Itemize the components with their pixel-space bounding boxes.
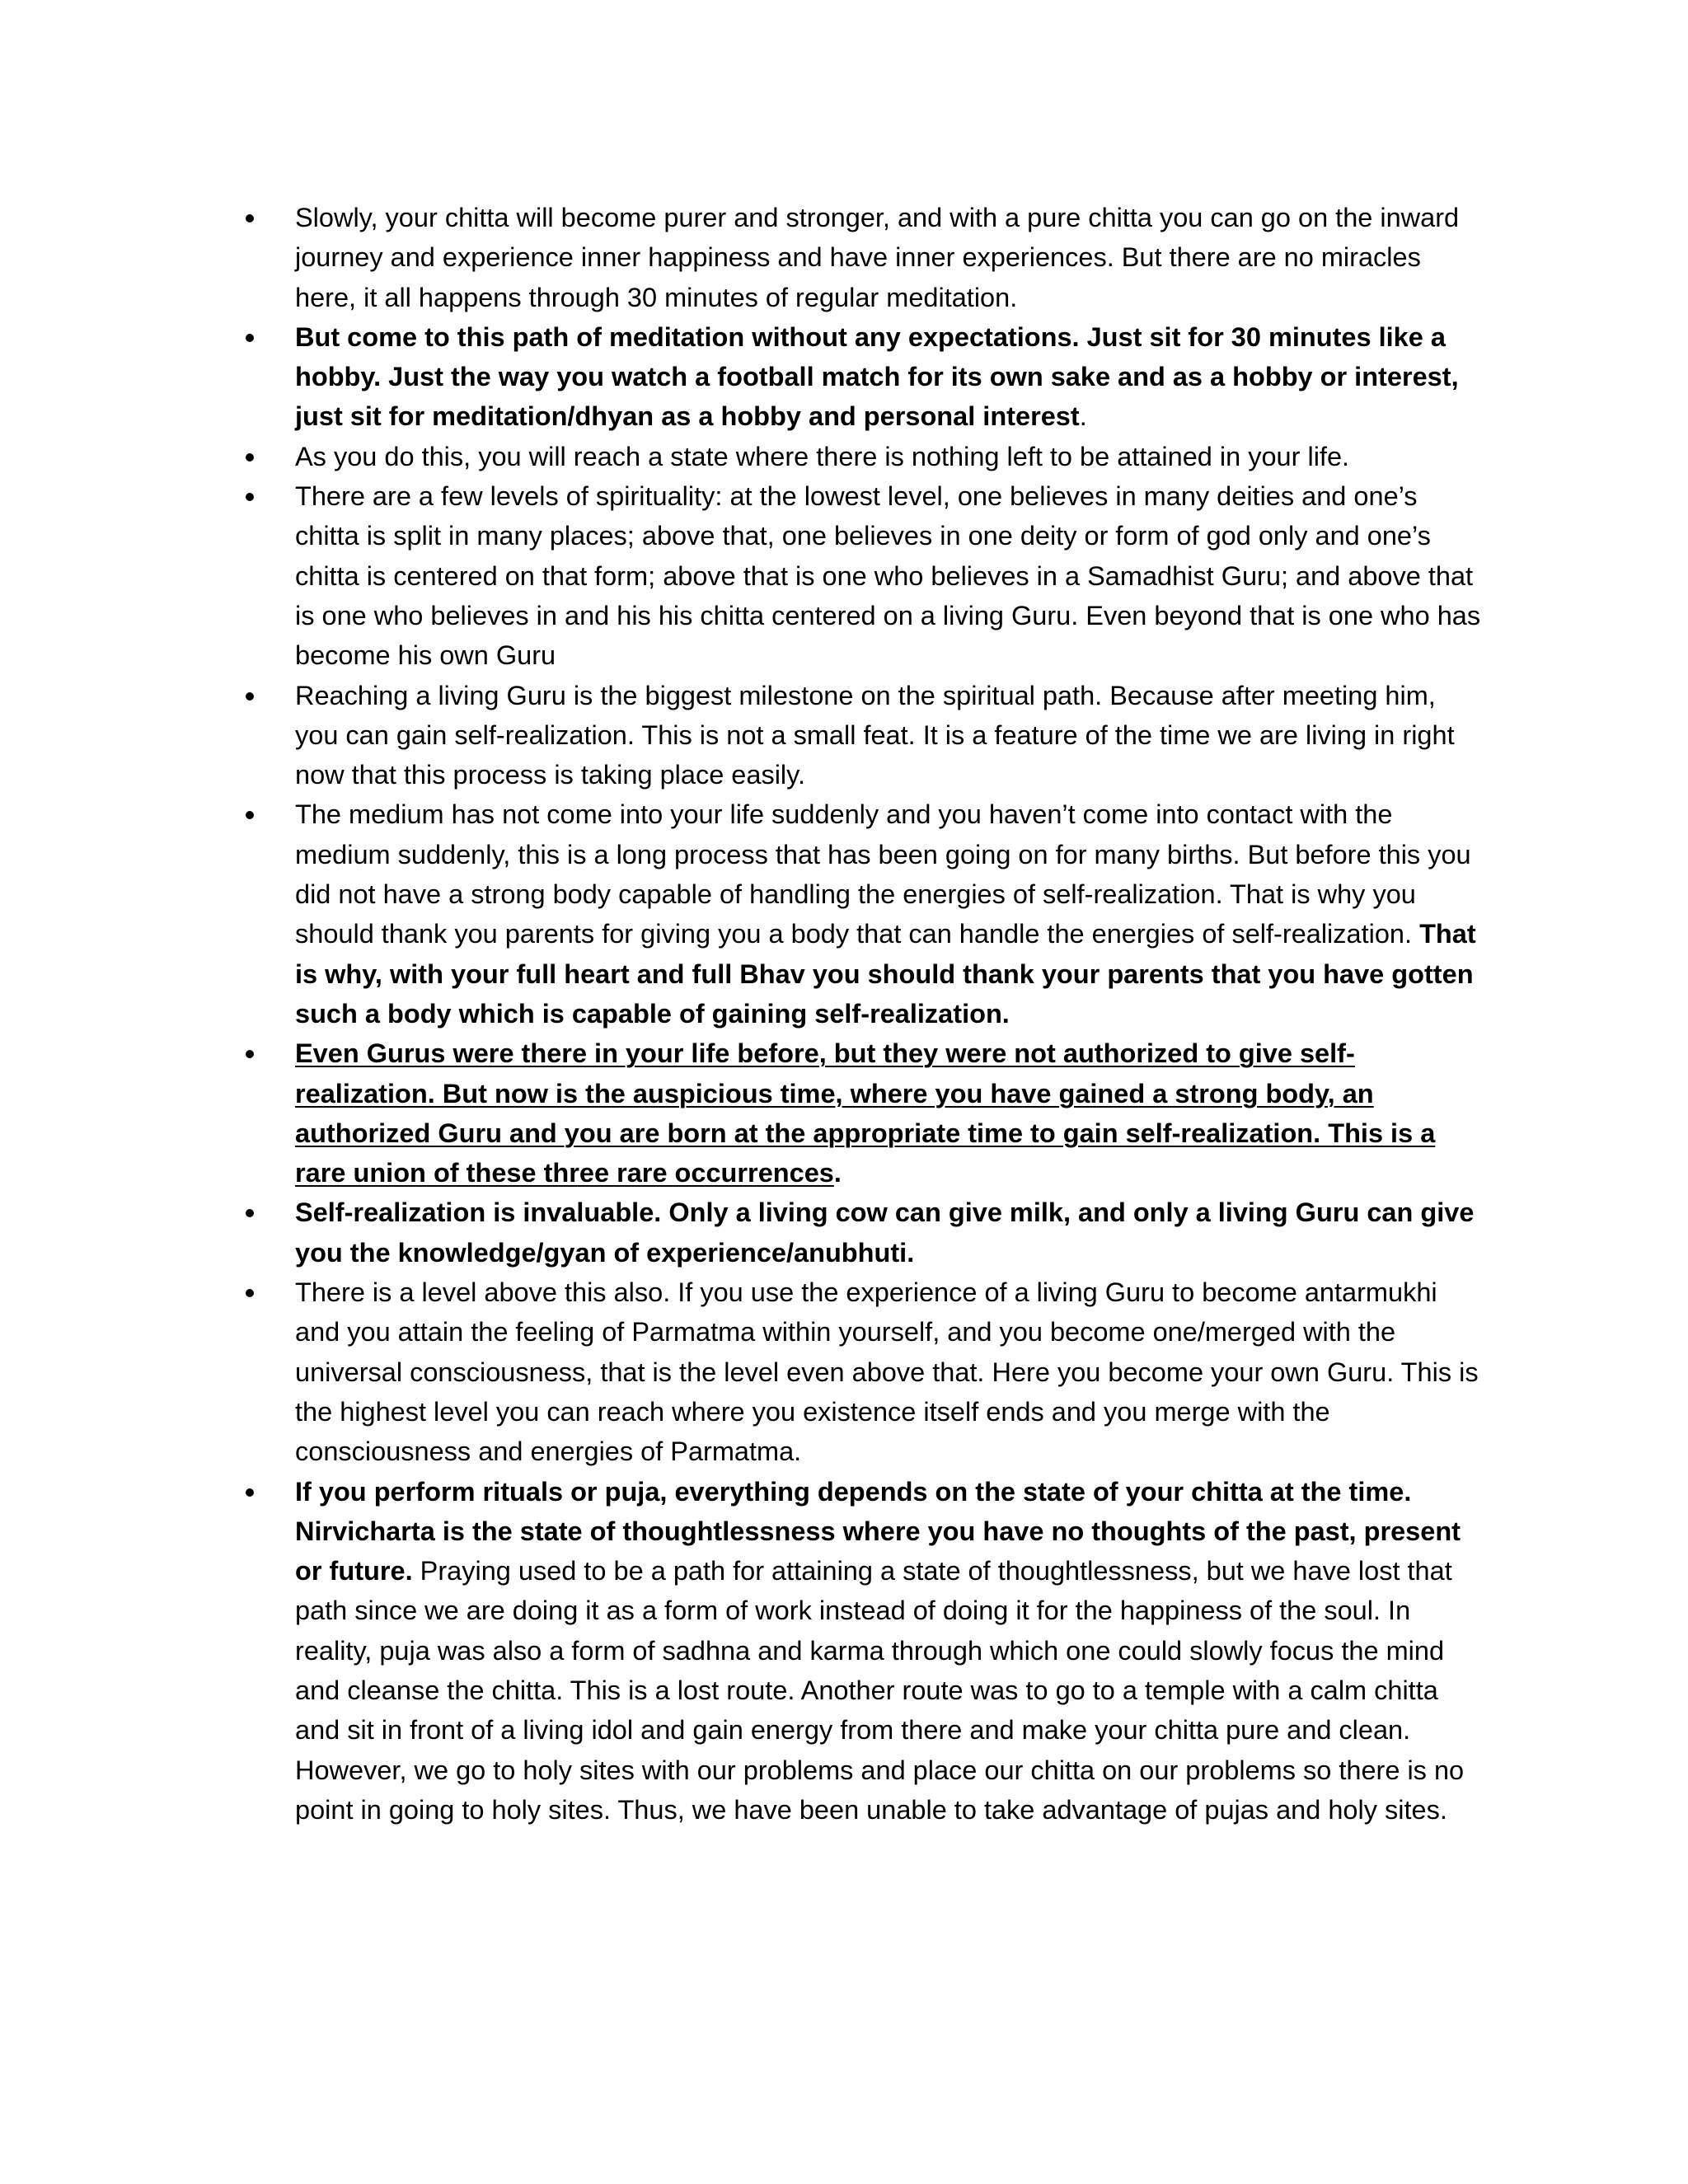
bullet-icon xyxy=(246,1289,254,1297)
bullet-icon xyxy=(246,1488,254,1497)
item-bold-text: If you perform rituals or puja, everything depends on the state of your chitta at the time. Nirvicharta is the state of thoughtlessness where you have no thoughts of the past, present or future. xyxy=(295,1476,1461,1586)
bullet-icon xyxy=(246,811,254,819)
list-item xyxy=(246,317,1482,437)
item-bold-text: Self-realization is invaluable. Only a living cow can give milk, and only a living Guru can give you the knowledge/gyan of experience/anubhuti. xyxy=(295,1197,1475,1268)
item-bold-tail-text: . xyxy=(833,1158,842,1188)
bullet-icon xyxy=(246,453,254,462)
list-item xyxy=(246,1472,1482,1830)
item-text: There are a few levels of spirituality: at the lowest level, one believes in many deities and one’s chitta is split in many places; above that, one believes in one deity or form of god only and one’s chitta is centered on that form; above that is one who believes in a Samadhist Guru; and above that is one who believes in and his his chitta centered on a living Guru. Even beyond that is one who has become his own Guru xyxy=(295,481,1481,671)
list-item xyxy=(246,676,1482,795)
list-item xyxy=(246,1193,1482,1272)
item-text: The medium has not come into your life suddenly and you haven’t come into contact with the medium suddenly, this is a long process that has been going on for many births. But before this you did not have a strong body capable of handling the energies of self-realization. That is why you should thank you parents for giving you a body that can handle the energies of self-realization. xyxy=(295,799,1471,949)
bullet-icon xyxy=(246,1209,254,1217)
list-item xyxy=(246,1033,1482,1193)
bullet-icon xyxy=(246,334,254,342)
bullet-icon xyxy=(246,1050,254,1058)
item-bold-text: That is why, with your full heart and full Bhav you should thank your parents that you have gotten such a body which is capable of gaining self-realization. xyxy=(295,919,1476,1029)
list-item xyxy=(246,198,1482,317)
bullet-icon xyxy=(246,692,254,701)
bullet-icon xyxy=(246,214,254,223)
bullet-list xyxy=(246,198,1482,1830)
list-item xyxy=(246,794,1482,1033)
item-text: Reaching a living Guru is the biggest milestone on the spiritual path. Because after meeting him, you can gain self-realization. This is not a small feat. It is a feature of the time we are living in right now that this process is taking place easily. xyxy=(295,680,1455,790)
item-bold-text: But come to this path of meditation without any expectations. Just sit for 30 minutes like a hobby. Just the way you watch a football match for its own sake and as a hobby or interest, just sit for meditation/dhyan as a hobby and personal interest xyxy=(295,321,1459,432)
item-bold-underlined-text: Even Gurus were there in your life before, but they were not authorized to give self-realization. But now is the auspicious time, where you have gained a strong body, an authorized Guru and you are born at the appropriate time to gain self-realization. This is a rare union of these three rare occurrences xyxy=(295,1038,1436,1188)
list-item xyxy=(246,437,1482,476)
list-item xyxy=(246,476,1482,675)
item-text: As you do this, you will reach a state where there is nothing left to be attained in your life. xyxy=(295,441,1350,471)
item-text: There is a level above this also. If you use the experience of a living Guru to become antarmukhi and you attain the feeling of Parmatma within yourself, and you become one/merged with the universal consciousness, that is the level even above that. Here you become your own Guru. This is the highest level you can reach where you existence itself ends and you merge with the consciousness and energies of Parmatma. xyxy=(295,1277,1479,1467)
list-item xyxy=(246,1272,1482,1471)
item-tail-text: . xyxy=(1079,401,1087,432)
bullet-icon xyxy=(246,493,254,501)
item-tail-text: Praying used to be a path for attaining a state of thoughtlessness, but we have lost that path since we are doing it as a form of work instead of doing it for the happiness of the soul. In reality, puja was also a form of sadhna and karma through which one could slowly focus the mind and cleanse the chitta. This is a lost route. Another route was to go to a temple with a calm chitta and sit in front of a living idol and gain energy from there and make your chitta pure and clean. However, we go to holy sites with our problems and place our chitta on our problems so there is no point in going to holy sites. Thus, we have been unable to take advantage of pujas and holy sites. xyxy=(295,1556,1465,1825)
item-text: Slowly, your chitta will become purer and stronger, and with a pure chitta you can go on the inward journey and experience inner happiness and have inner experiences. But there are no miracles here, it all happens through 30 minutes of regular meditation. xyxy=(295,203,1460,312)
